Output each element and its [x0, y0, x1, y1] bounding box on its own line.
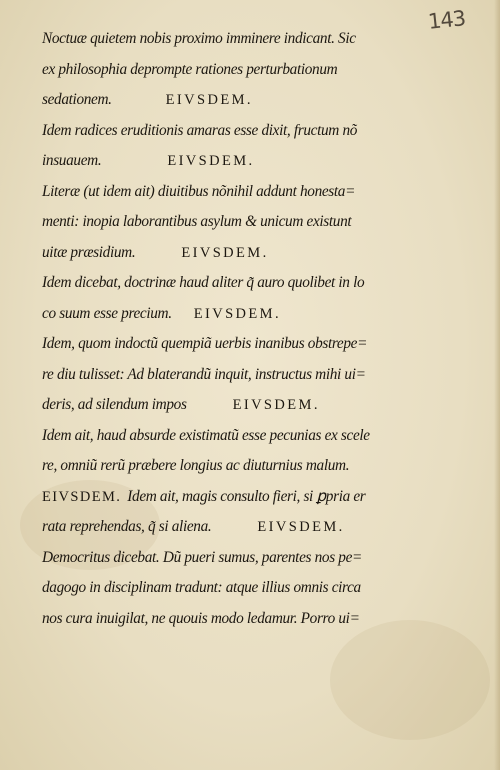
text-line: [42, 360, 462, 391]
line-text: rata reprehendas, q̃ si aliena.: [42, 518, 212, 535]
text-line: [42, 451, 462, 482]
page-edge: [494, 0, 500, 770]
text-line: [42, 604, 462, 635]
text-line: [42, 543, 462, 574]
line-text: Idem ait, haud absurde existimatũ esse pecunias ex scele: [42, 426, 370, 444]
line-text: menti: inopia laborantibus asylum & unicum existunt: [42, 213, 352, 230]
text-line: [42, 512, 462, 543]
line-text: insuauem.: [42, 152, 102, 169]
line-text: ex philosophia deprompte rationes perturbationum: [42, 60, 338, 78]
text-line: [42, 573, 462, 604]
text-block: [42, 24, 462, 634]
line-text: Idem dicebat, doctrinæ haud aliter q̃ auro quolibet in lo: [42, 274, 365, 291]
text-line: [42, 329, 462, 360]
line-text: dagogo in disciplinam tradunt: atque illius omnis circa: [42, 579, 361, 596]
paper-stain: [330, 620, 490, 740]
text-line: [42, 146, 462, 177]
section-heading: EIVSDEM.: [167, 153, 255, 169]
section-heading: EIVSDEM.: [165, 92, 253, 108]
folio-number: 143: [426, 6, 467, 34]
line-text: uitæ præsidium.: [42, 243, 136, 261]
line-text: re diu tulisset: Ad blaterandũ inquit, instructus mihi ui=: [42, 365, 366, 383]
text-line: [42, 177, 462, 208]
line-text: deris, ad silendum impos: [42, 396, 187, 413]
text-line: [42, 268, 462, 299]
text-line: [42, 85, 462, 116]
line-text: nos cura inuigilat, ne quouis modo ledamur. Porro ui=: [42, 609, 360, 627]
text-line: [42, 390, 462, 421]
line-text: Idem radices eruditionis amaras esse dixit, fructum nõ: [42, 121, 358, 139]
text-line: [42, 299, 462, 330]
section-heading: EIVSDEM.: [181, 244, 269, 261]
section-heading: EIVSDEM.: [257, 519, 345, 535]
section-heading: EIVSDEM.: [232, 397, 320, 413]
line-text: Idem, quom indoctũ quempiã uerbis inanibus obstrepe=: [42, 335, 368, 352]
line-text: sedationem.: [42, 91, 112, 108]
section-heading: EIVSDEM.: [42, 488, 122, 505]
line-text: co suum esse precium.: [42, 304, 172, 322]
text-line: [42, 421, 462, 452]
text-line: [42, 238, 462, 269]
text-line: [42, 207, 462, 238]
text-line: [42, 55, 462, 86]
text-line: [42, 24, 462, 55]
line-text: Noctuæ quietem nobis proximo imminere indicant. Sic: [42, 30, 356, 47]
line-text: Literæ (ut idem ait) diuitibus nõnihil addunt honesta=: [42, 182, 356, 200]
line-text: Idem ait, magis consulto fieri, si ꝑpria er: [127, 487, 366, 505]
line-text: Democritus dicebat. Dũ pueri sumus, parentes nos pe=: [42, 548, 362, 566]
section-heading: EIVSDEM.: [193, 305, 282, 322]
text-line: [42, 482, 462, 513]
line-text: re, omniũ rerũ præbere longius ac diuturnius malum.: [42, 457, 350, 474]
text-line: [42, 116, 462, 147]
